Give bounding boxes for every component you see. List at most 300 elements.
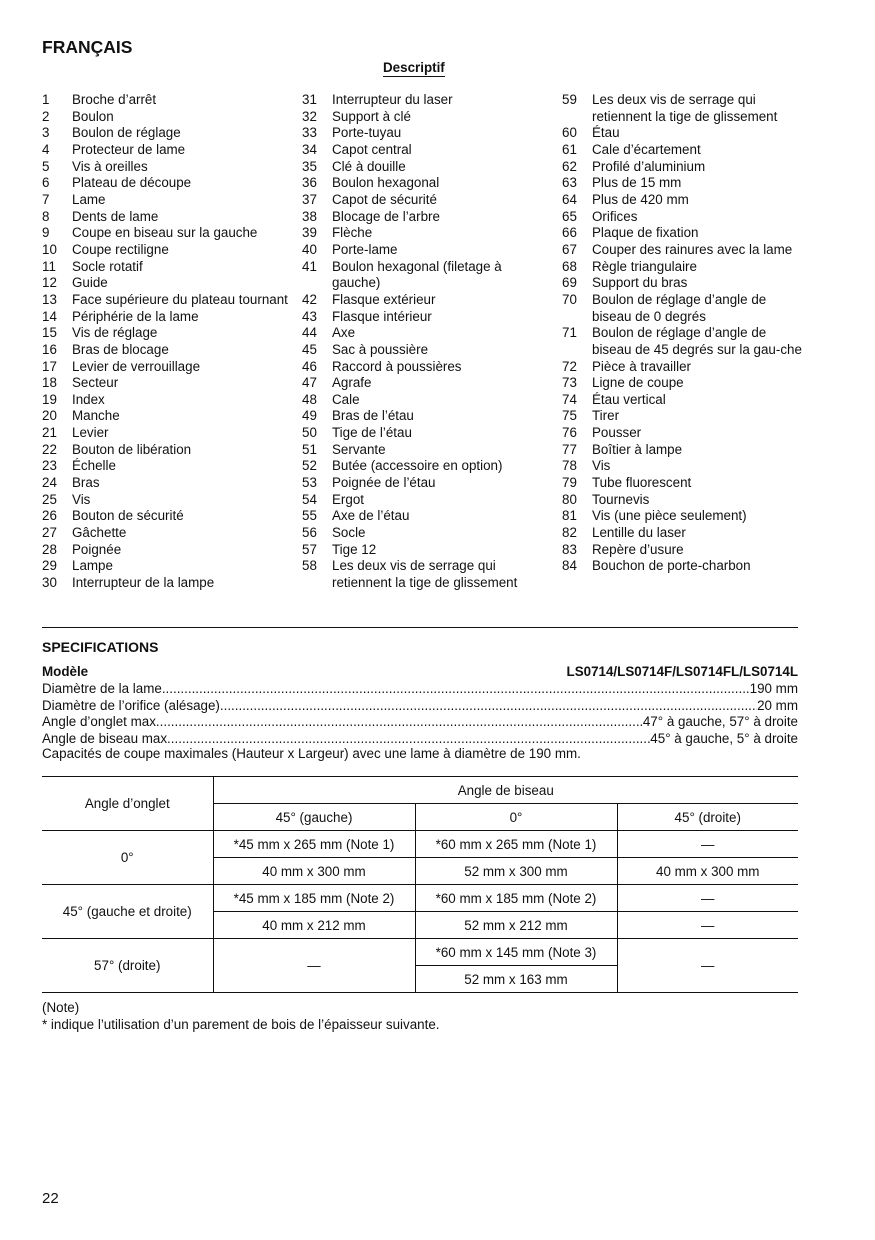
item-number: 2: [42, 108, 50, 124]
parts-list-column-2: [302, 92, 552, 592]
item-label: Plus de 15 mm: [592, 175, 682, 191]
item-label: Flasque extérieur: [332, 291, 436, 307]
item-number: 45: [302, 341, 317, 357]
list-item: [302, 292, 552, 309]
list-item: [42, 375, 292, 392]
item-label: Plaque de fixation: [592, 225, 699, 241]
item-label: Boulon: [72, 108, 114, 124]
list-item: [42, 542, 292, 559]
item-label: Cale d’écartement: [592, 141, 701, 157]
item-label: Repère d’usure: [592, 541, 684, 557]
item-label: Lampe: [72, 558, 113, 574]
list-item: [42, 225, 292, 242]
item-number: 27: [42, 525, 57, 541]
table-cell: —: [617, 939, 798, 993]
item-number: 55: [302, 508, 317, 524]
list-item: [302, 109, 552, 126]
model-row: [42, 664, 798, 681]
item-number: 68: [562, 258, 577, 274]
item-number: 38: [302, 208, 317, 224]
spec-row-max-miter-angle: [42, 714, 798, 731]
list-item: [562, 159, 807, 176]
item-number: 40: [302, 241, 317, 257]
miter-57-label: 57° (droite): [42, 939, 213, 993]
item-label: Sac à poussière: [332, 341, 429, 357]
item-number: 13: [42, 291, 57, 307]
item-number: 35: [302, 158, 317, 174]
list-item: [302, 508, 552, 525]
item-label: Socle: [332, 525, 366, 541]
item-label: Bouton de sécurité: [72, 508, 184, 524]
list-item: [302, 309, 552, 326]
list-item: [42, 142, 292, 159]
item-number: 34: [302, 141, 317, 157]
item-number: 54: [302, 491, 317, 507]
section-divider: [42, 627, 798, 628]
list-item: [42, 425, 292, 442]
list-item: [562, 325, 807, 358]
item-label: Bras de blocage: [72, 341, 169, 357]
item-number: 20: [42, 408, 57, 424]
item-number: 81: [562, 508, 577, 524]
item-number: 37: [302, 191, 317, 207]
list-item: [302, 458, 552, 475]
list-item: [302, 492, 552, 509]
item-number: 32: [302, 108, 317, 124]
item-label: Boulon hexagonal: [332, 175, 440, 191]
list-item: [302, 92, 552, 109]
item-number: 65: [562, 208, 577, 224]
page-number: 22: [42, 1190, 59, 1207]
spec-value: 190 mm: [749, 681, 798, 696]
item-number: 7: [42, 191, 50, 207]
item-label: Index: [72, 391, 105, 407]
item-number: 8: [42, 208, 50, 224]
list-item: [302, 259, 552, 292]
list-item: [562, 359, 807, 376]
table-cell: *45 mm x 265 mm (Note 1): [213, 831, 415, 858]
item-number: 17: [42, 358, 57, 374]
table-cell: *60 mm x 145 mm (Note 3): [415, 939, 617, 966]
spec-label: Diamètre de la lame: [42, 681, 162, 696]
spec-value: 47° à gauche, 57° à droite: [642, 714, 798, 730]
item-label: Poignée de l’étau: [332, 475, 436, 491]
item-number: 66: [562, 225, 577, 241]
item-number: 60: [562, 125, 577, 141]
item-label: Tige 12: [332, 541, 377, 557]
item-number: 62: [562, 158, 577, 174]
list-item: [302, 408, 552, 425]
item-label: Vis: [592, 458, 611, 474]
list-item: [302, 558, 552, 591]
item-number: 58: [302, 558, 317, 574]
item-number: 6: [42, 175, 50, 191]
item-number: 80: [562, 491, 577, 507]
list-item: [302, 125, 552, 142]
list-item: [562, 225, 807, 242]
list-item: [302, 542, 552, 559]
item-number: 36: [302, 175, 317, 191]
item-number: 19: [42, 391, 57, 407]
item-number: 77: [562, 441, 577, 457]
item-number: 5: [42, 158, 50, 174]
item-label: Vis de réglage: [72, 325, 158, 341]
list-item: [562, 558, 807, 575]
list-item: [42, 125, 292, 142]
item-label: Cale: [332, 391, 360, 407]
item-label: Clé à douille: [332, 158, 406, 174]
list-item: [42, 175, 292, 192]
item-label: Interrupteur du laser: [332, 92, 453, 107]
item-label: Lentille du laser: [592, 525, 686, 541]
list-item: [302, 192, 552, 209]
leader-dots: [220, 698, 757, 715]
table-cell: —: [617, 885, 798, 912]
list-item: [562, 142, 807, 159]
list-item: [42, 275, 292, 292]
item-label: Tige de l’étau: [332, 425, 412, 441]
list-item: [562, 125, 807, 142]
list-item: [302, 392, 552, 409]
list-item: [562, 259, 807, 276]
list-item: [562, 292, 807, 325]
list-item: [302, 242, 552, 259]
list-item: [562, 492, 807, 509]
list-item: [302, 425, 552, 442]
list-item: [302, 175, 552, 192]
item-label: Vis (une pièce seulement): [592, 508, 747, 524]
item-label: Bras: [72, 475, 100, 491]
item-label: Secteur: [72, 375, 119, 391]
item-number: 57: [302, 541, 317, 557]
item-label: Flasque intérieur: [332, 308, 432, 324]
spec-label: Angle d’onglet max.: [42, 714, 160, 730]
list-item: [42, 209, 292, 226]
item-number: 44: [302, 325, 317, 341]
item-label: Pièce à travailler: [592, 358, 691, 374]
item-label: Échelle: [72, 458, 116, 474]
table-cell: —: [617, 831, 798, 858]
item-label: Axe: [332, 325, 356, 341]
table-row: [42, 885, 798, 912]
notes: [42, 999, 440, 1033]
item-number: 33: [302, 125, 317, 141]
table-header-row: [42, 777, 798, 804]
item-label: Vis: [72, 491, 91, 507]
table-cell: *45 mm x 185 mm (Note 2): [213, 885, 415, 912]
item-number: 29: [42, 558, 57, 574]
item-label: Vis à oreilles: [72, 158, 148, 174]
item-number: 14: [42, 308, 57, 324]
item-label: Les deux vis de serrage qui retiennent la tige de glissement: [592, 92, 778, 124]
item-number: 72: [562, 358, 577, 374]
item-number: 23: [42, 458, 57, 474]
item-label: Profilé d’aluminium: [592, 158, 706, 174]
list-item: [302, 359, 552, 376]
spec-row-bore-diameter: [42, 698, 798, 715]
item-number: 63: [562, 175, 577, 191]
item-number: 4: [42, 141, 50, 157]
table-row: [42, 939, 798, 966]
list-item: [302, 325, 552, 342]
list-item: [562, 209, 807, 226]
item-label: Bouton de libération: [72, 441, 192, 457]
item-label: Bras de l’étau: [332, 408, 414, 424]
item-label: Tube fluorescent: [592, 475, 692, 491]
item-number: 43: [302, 308, 317, 324]
item-number: 79: [562, 475, 577, 491]
list-item: [562, 425, 807, 442]
item-label: Capot central: [332, 141, 412, 157]
item-label: Socle rotatif: [72, 258, 143, 274]
item-label: Pousser: [592, 425, 642, 441]
list-item: [302, 375, 552, 392]
list-item: [42, 309, 292, 326]
item-number: 26: [42, 508, 57, 524]
item-number: 15: [42, 325, 57, 341]
item-number: 61: [562, 141, 577, 157]
item-number: 39: [302, 225, 317, 241]
list-item: [562, 275, 807, 292]
item-label: Porte-tuyau: [332, 125, 402, 141]
item-number: 67: [562, 241, 577, 257]
item-label: Plus de 420 mm: [592, 191, 689, 207]
list-item: [562, 475, 807, 492]
item-number: 11: [42, 258, 56, 274]
item-label: Règle triangulaire: [592, 258, 697, 274]
item-label: Boulon de réglage d’angle de biseau de 0 degrés: [592, 291, 767, 324]
list-item: [42, 442, 292, 459]
item-label: Périphérie de la lame: [72, 308, 199, 324]
item-number: 9: [42, 225, 50, 241]
item-label: Face supérieure du plateau tournant: [72, 291, 288, 307]
item-label: Lame: [72, 191, 106, 207]
item-label: Agrafe: [332, 375, 372, 391]
list-item: [42, 292, 292, 309]
spec-label: Angle de biseau max.: [42, 730, 171, 746]
list-item: [42, 492, 292, 509]
list-item: [42, 92, 292, 109]
list-item: [562, 458, 807, 475]
parts-list-column-1: [42, 92, 292, 592]
item-label: Étau: [592, 125, 620, 141]
cutting-capacity-table: [42, 776, 798, 993]
item-number: 59: [562, 92, 577, 107]
spec-label: Diamètre de l’orifice (alésage): [42, 697, 220, 713]
descriptif-title: Descriptif: [383, 60, 445, 75]
list-item: [562, 508, 807, 525]
item-number: 49: [302, 408, 317, 424]
specifications-title: SPECIFICATIONS: [42, 639, 159, 655]
table-cell: *60 mm x 265 mm (Note 1): [415, 831, 617, 858]
item-number: 24: [42, 475, 57, 491]
language-heading: FRANÇAIS: [42, 37, 133, 57]
item-label: Coupe en biseau sur la gauche: [72, 225, 258, 241]
leader-dots: [162, 681, 750, 698]
list-item: [302, 475, 552, 492]
item-number: 22: [42, 441, 57, 457]
capacities-text: Capacités de coupe maximales (Hauteur x Largeur) avec une lame à diamètre de 190 mm.: [42, 746, 581, 761]
item-label: Poignée: [72, 541, 122, 557]
list-item: [302, 525, 552, 542]
item-label: Les deux vis de serrage qui retiennent la tige de glissement: [332, 558, 518, 591]
item-label: Protecteur de lame: [72, 141, 186, 157]
item-label: Boulon de réglage: [72, 125, 181, 141]
item-label: Bouchon de porte-charbon: [592, 558, 751, 574]
item-number: 28: [42, 541, 57, 557]
item-number: 25: [42, 491, 57, 507]
item-label: Manche: [72, 408, 120, 424]
bevel-col-zero: 0°: [415, 804, 617, 831]
list-item: [42, 558, 292, 575]
list-item: [562, 242, 807, 259]
table-cell: 52 mm x 212 mm: [415, 912, 617, 939]
list-item: [42, 342, 292, 359]
model-label: Modèle: [42, 664, 89, 679]
item-label: Capot de sécurité: [332, 191, 437, 207]
list-item: [302, 225, 552, 242]
item-label: Couper des rainures avec la lame: [592, 241, 793, 257]
bevel-col-right: 45° (droite): [617, 804, 798, 831]
table-cell: —: [617, 912, 798, 939]
item-label: Boulon de réglage d’angle de biseau de 45 degrés sur la gau-che: [592, 325, 802, 357]
item-label: Ergot: [332, 491, 365, 507]
list-item: [42, 359, 292, 376]
spec-value: 45° à gauche, 5° à droite: [650, 730, 798, 746]
item-number: 84: [562, 558, 577, 574]
item-number: 42: [302, 291, 317, 307]
item-number: 10: [42, 241, 57, 257]
item-number: 12: [42, 275, 57, 291]
item-number: 16: [42, 341, 57, 357]
list-item: [42, 575, 292, 592]
list-item: [42, 259, 292, 276]
list-item: [302, 342, 552, 359]
miter-45-label: 45° (gauche et droite): [42, 885, 213, 939]
miter-0-label: 0°: [42, 831, 213, 885]
item-number: 3: [42, 125, 50, 141]
list-item: [562, 408, 807, 425]
note-title: (Note): [42, 1000, 80, 1015]
list-item: [42, 192, 292, 209]
item-label: Levier: [72, 425, 109, 441]
parts-list-column-3: [562, 92, 807, 575]
item-label: Levier de verrouillage: [72, 358, 201, 374]
list-item: [302, 442, 552, 459]
list-item: [562, 192, 807, 209]
item-label: Servante: [332, 441, 386, 457]
item-number: 83: [562, 541, 577, 557]
item-label: Broche d’arrêt: [72, 92, 157, 107]
list-item: [562, 92, 807, 125]
item-label: Tirer: [592, 408, 620, 424]
list-item: [562, 375, 807, 392]
item-number: 47: [302, 375, 317, 391]
miter-angle-header: Angle d’onglet: [42, 777, 213, 831]
list-item: [42, 392, 292, 409]
list-item: [42, 109, 292, 126]
list-item: [42, 475, 292, 492]
item-number: 56: [302, 525, 317, 541]
list-item: [562, 525, 807, 542]
model-value: LS0714/LS0714F/LS0714FL/LS0714L: [566, 664, 798, 679]
item-label: Gâchette: [72, 525, 127, 541]
leader-dots: [160, 714, 643, 731]
list-item: [562, 542, 807, 559]
list-item: [42, 508, 292, 525]
item-label: Orifices: [592, 208, 638, 224]
item-number: 74: [562, 391, 577, 407]
item-label: Dents de lame: [72, 208, 159, 224]
bevel-col-left: 45° (gauche): [213, 804, 415, 831]
list-item: [42, 159, 292, 176]
list-item: [302, 209, 552, 226]
table-cell: 52 mm x 300 mm: [415, 858, 617, 885]
item-number: 69: [562, 275, 577, 291]
item-label: Étau vertical: [592, 391, 666, 407]
item-label: Boulon hexagonal (filetage à gauche): [332, 258, 502, 291]
item-number: 51: [302, 441, 317, 457]
item-label: Tournevis: [592, 491, 650, 507]
item-label: Coupe rectiligne: [72, 241, 169, 257]
table-cell: 40 mm x 300 mm: [617, 858, 798, 885]
item-label: Support du bras: [592, 275, 688, 291]
item-number: 18: [42, 375, 57, 391]
item-number: 52: [302, 458, 317, 474]
item-label: Boîtier à lampe: [592, 441, 683, 457]
item-number: 76: [562, 425, 577, 441]
table-cell: 40 mm x 300 mm: [213, 858, 415, 885]
item-number: 70: [562, 291, 577, 307]
spec-row-max-bevel-angle: [42, 731, 798, 748]
item-label: Blocage de l’arbre: [332, 208, 440, 224]
item-label: Flèche: [332, 225, 373, 241]
table-cell: *60 mm x 185 mm (Note 2): [415, 885, 617, 912]
item-number: 48: [302, 391, 317, 407]
item-label: Guide: [72, 275, 108, 291]
spec-row-blade-diameter: [42, 681, 798, 698]
item-number: 46: [302, 358, 317, 374]
item-number: 50: [302, 425, 317, 441]
list-item: [42, 525, 292, 542]
item-number: 64: [562, 191, 577, 207]
list-item: [302, 142, 552, 159]
table-row: [42, 831, 798, 858]
table-cell: 40 mm x 212 mm: [213, 912, 415, 939]
list-item: [562, 175, 807, 192]
item-number: 78: [562, 458, 577, 474]
item-label: Ligne de coupe: [592, 375, 684, 391]
bevel-angle-header: Angle de biseau: [213, 777, 798, 804]
item-number: 1: [42, 92, 50, 107]
item-label: Interrupteur de la lampe: [72, 575, 215, 591]
list-item: [42, 242, 292, 259]
list-item: [302, 159, 552, 176]
table-cell: —: [213, 939, 415, 993]
list-item: [562, 392, 807, 409]
table-cell: 52 mm x 163 mm: [415, 966, 617, 993]
item-number: 82: [562, 525, 577, 541]
item-number: 30: [42, 575, 57, 591]
item-number: 75: [562, 408, 577, 424]
item-label: Axe de l’étau: [332, 508, 410, 524]
item-number: 53: [302, 475, 317, 491]
spec-value: 20 mm: [757, 697, 798, 713]
list-item: [42, 458, 292, 475]
item-label: Support à clé: [332, 108, 411, 124]
item-label: Porte-lame: [332, 241, 398, 257]
item-number: 21: [42, 425, 57, 441]
